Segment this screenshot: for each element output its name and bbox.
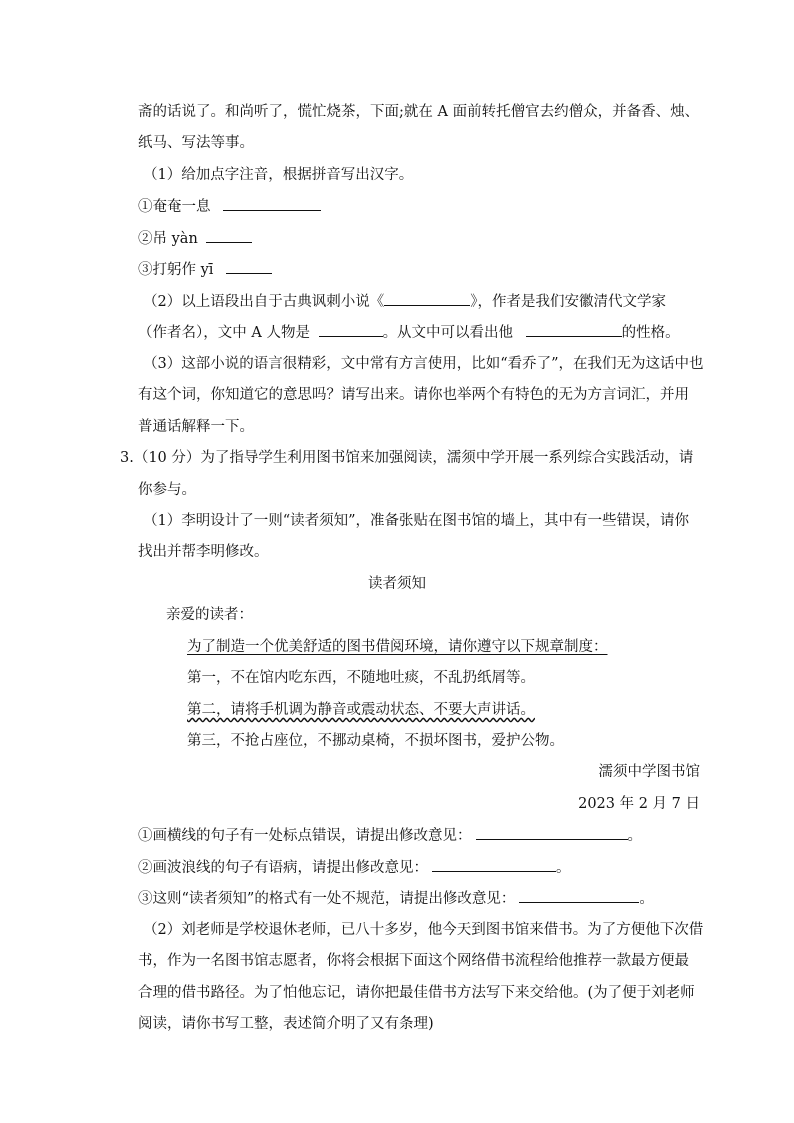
answer-blank[interactable]: [526, 322, 622, 337]
answer-blank[interactable]: [226, 259, 272, 274]
q2-sub2-text-b: 》，作者是我们安徽清代文学家: [470, 294, 666, 310]
q3-sub2-line-3: 合理的借书路径。为了怕他忘记，请你把最佳借书方法写下来交给他。(为了便于刘老师: [138, 985, 695, 1001]
q2-sub3-line-1: （3）这部小说的语言很精彩，文中常有方言使用，比如“看乔了”，在我们无为这话中也: [143, 356, 704, 372]
notice-line-wavy: 第二，请将手机调为静音或震动状态、不要大声讲话。: [187, 702, 535, 718]
notice-greeting: 亲爱的读者：: [166, 607, 253, 623]
q3-sub2-line-2: 书，作为一名图书馆志愿者，你将会根据下面这个网络借书流程给他推荐一款最方便最: [138, 953, 689, 969]
q2-sub2-line-2: [138, 322, 680, 343]
passage-line-2: 纸马、写法等事。: [138, 135, 254, 151]
q3-task-2-text: ②画波浪线的句子有语病，请提出修改意见：: [138, 860, 428, 876]
q2-sub2-text-a: （2）以上语段出自于古典讽刺小说《: [143, 294, 385, 310]
q3-task-2: [138, 857, 571, 878]
q2-sub1-prompt: （1）给加点字注音，根据拼音写出汉字。: [143, 167, 414, 183]
q3-sub2-line-4: 阅读，请你书写工整，表述简介明了又有条理): [138, 1016, 434, 1032]
q3-task-1-text: ①画横线的句子有一处标点错误，请提出修改意见：: [138, 828, 472, 844]
answer-blank[interactable]: [206, 228, 252, 243]
q2-sub2-text-e: 的性格。: [621, 325, 680, 341]
q3-intro-line-2: 你参与。: [138, 482, 196, 498]
q3-sub2-line-1: （2）刘老师是学校退休老师，已八十多岁，他今天到图书馆来借书。为了方便他下次借: [143, 922, 704, 938]
answer-blank[interactable]: [476, 825, 628, 840]
notice-line-2: 第一，不在馆内吃东西，不随地吐痰，不乱扔纸屑等。: [187, 670, 535, 686]
q3-task-1-end: 。: [627, 828, 642, 844]
q3-task-3-end: 。: [639, 891, 654, 907]
answer-blank[interactable]: [319, 322, 383, 337]
q3-task-1: [138, 825, 642, 846]
q2-item-3: [138, 259, 272, 280]
q2-item-2: [138, 228, 252, 249]
answer-blank[interactable]: [432, 857, 556, 872]
q2-item-1-text: ①奄奄一息: [138, 199, 211, 215]
answer-blank[interactable]: [519, 888, 639, 903]
q2-sub2-text-d: 。从文中可以看出他: [382, 325, 514, 341]
q2-item-3-text: ③打躬作 yī: [138, 262, 214, 278]
q3-task-3-text: ③这则“读者须知”的格式有一处不规范，请提出修改意见：: [138, 891, 516, 907]
notice-line-underlined: 为了制造一个优美舒适的图书借阅环境，请你遵守以下规章制度：: [187, 639, 608, 655]
q3-task-2-end: 。: [556, 860, 571, 876]
answer-blank[interactable]: [223, 196, 321, 211]
q2-sub3-line-2: 有这个词，你知道它的意思吗？请写出来。请你也举两个有特色的无为方言词汇，并用: [138, 387, 689, 403]
notice-line-4: 第三，不抢占座位，不挪动桌椅，不损坏图书，爱护公物。: [187, 733, 564, 749]
notice-title: 读者须知: [368, 576, 426, 592]
notice-signature: 濡须中学图书馆: [598, 764, 700, 780]
q2-sub2-text-c: （作者名），文中 A 人物是: [138, 325, 310, 341]
q3-intro-line-1: 3.（10 分）为了指导学生利用图书馆来加强阅读，濡须中学开展一系列综合实践活动，请: [120, 450, 694, 466]
q3-task-3: [138, 888, 654, 909]
q2-sub3-line-3: 普通话解释一下。: [138, 419, 254, 435]
q2-item-1: [138, 196, 321, 217]
q3-sub1-line-2: 找出并帮李明修改。: [138, 544, 269, 560]
q3-sub1-line-1: （1）李明设计了一则“读者须知”，准备张贴在图书馆的墙上，其中有一些错误，请你: [143, 513, 690, 529]
q2-sub2-line-1: [143, 291, 666, 312]
answer-blank[interactable]: [384, 291, 470, 306]
passage-line-1: 斋的话说了。和尚听了，慌忙烧茶，下面;就在 A 面前转托僧官去约僧众，并备香、烛、: [138, 104, 700, 120]
q2-item-2-text: ②吊 yàn: [138, 231, 198, 247]
notice-date: 2023 年 2 月 7 日: [578, 796, 700, 812]
